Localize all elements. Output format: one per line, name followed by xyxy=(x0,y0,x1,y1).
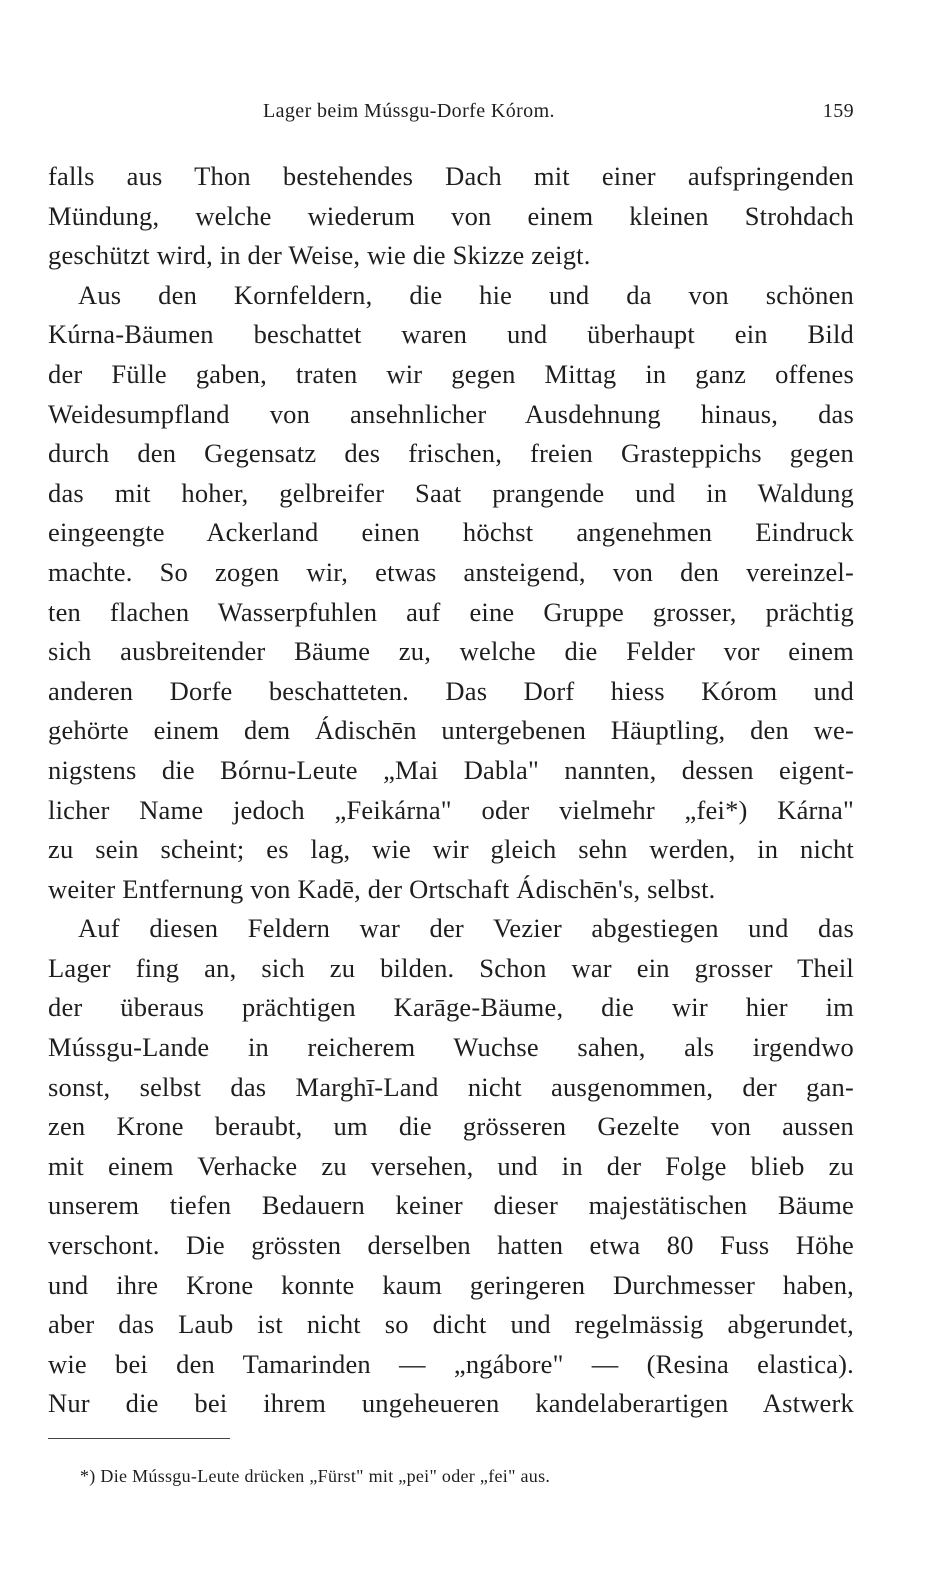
text-line: mit einem Verhacke zu versehen, und in der Folge blieb zu xyxy=(48,1150,854,1181)
text-line: Lager fing an, sich zu bilden. Schon war ein grosser Theil xyxy=(48,952,854,983)
page-number: 159 xyxy=(822,100,854,122)
text-line: Nur die bei ihrem ungeheueren kandelaberartigen Astwerk xyxy=(48,1388,854,1419)
text-line: machte. So zogen wir, etwas ansteigend, von den vereinzel- xyxy=(48,556,854,587)
text-line: zen Krone beraubt, um die grösseren Gezelte von aussen xyxy=(48,1111,854,1142)
text-line: zu sein scheint; es lag, wie wir gleich sehn werden, in nicht xyxy=(48,834,854,865)
text-line: wie bei den Tamarinden — „ngábore" — (Resina elastica). xyxy=(48,1348,854,1379)
text-line: falls aus Thon bestehendes Dach mit einer aufspringenden xyxy=(48,161,854,191)
text-line: unserem tiefen Bedauern keiner dieser majestätischen Bäume xyxy=(48,1190,854,1221)
text-line: ten flachen Wasserpfuhlen auf eine Gruppe grosser, prächtig xyxy=(48,596,854,627)
text-line: geschützt wird, in der Weise, wie die Skizze zeigt. xyxy=(48,240,591,271)
text-line: und ihre Krone konnte kaum geringeren Durchmesser haben, xyxy=(48,1269,854,1300)
text-line: Mússgu-Lande in reicherem Wuchse sahen, als irgendwo xyxy=(48,1032,854,1063)
body-text xyxy=(48,157,854,1424)
text-line: aber das Laub ist nicht so dicht und regelmässig abgerundet, xyxy=(48,1309,854,1340)
text-line: eingeengte Ackerland einen höchst angenehmen Eindruck xyxy=(48,517,854,548)
text-line: Mündung, welche wiederum von einem kleinen Strohdach xyxy=(48,200,854,231)
text-line: verschont. Die grössten derselben hatten etwa 80 Fuss Höhe xyxy=(48,1230,854,1261)
text-line: gehörte einem dem Ádischēn untergebenen Häuptling, den we- xyxy=(48,715,854,746)
text-line: Weidesumpfland von ansehnlicher Ausdehnung hinaus, das xyxy=(48,398,854,429)
text-line: Kúrna-Bäumen beschattet waren und überhaupt ein Bild xyxy=(48,319,854,350)
text-line: das mit hoher, gelbreifer Saat prangende und in Waldung xyxy=(48,477,854,508)
text-line: sich ausbreitender Bäume zu, welche die Felder vor einem xyxy=(48,636,854,667)
text-line: anderen Dorfe beschatteten. Das Dorf hiess Kórom und xyxy=(48,675,854,706)
text-line: der Fülle gaben, traten wir gegen Mittag in ganz offenes xyxy=(48,358,854,389)
text-line: Auf diesen Feldern war der Vezier abgestiegen und das xyxy=(78,913,854,944)
text-line: der überaus prächtigen Karāge-Bäume, die wir hier im xyxy=(48,992,854,1023)
text-line: nigstens die Bórnu-Leute „Mai Dabla" nannten, dessen eigent- xyxy=(48,754,854,785)
running-header xyxy=(48,100,854,132)
text-line: weiter Entfernung von Kadē, der Ortschaft Ádischēn's, selbst. xyxy=(48,873,716,904)
footnote: *) Die Mússgu-Leute drücken „Fürst" mit „pei" oder „fei" aus. xyxy=(80,1466,551,1486)
text-line: sonst, selbst das Marghī-Land nicht ausgenommen, der gan- xyxy=(48,1071,854,1102)
running-title: Lager beim Mússgu-Dorfe Kórom. xyxy=(263,100,555,122)
footnote-divider xyxy=(48,1438,230,1439)
text-line: durch den Gegensatz des frischen, freien Grasteppichs gegen xyxy=(48,438,854,469)
text-line: Aus den Kornfeldern, die hie und da von schönen xyxy=(78,279,854,310)
text-line: licher Name jedoch „Feikárna" oder vielmehr „fei*) Kárna" xyxy=(48,794,854,825)
